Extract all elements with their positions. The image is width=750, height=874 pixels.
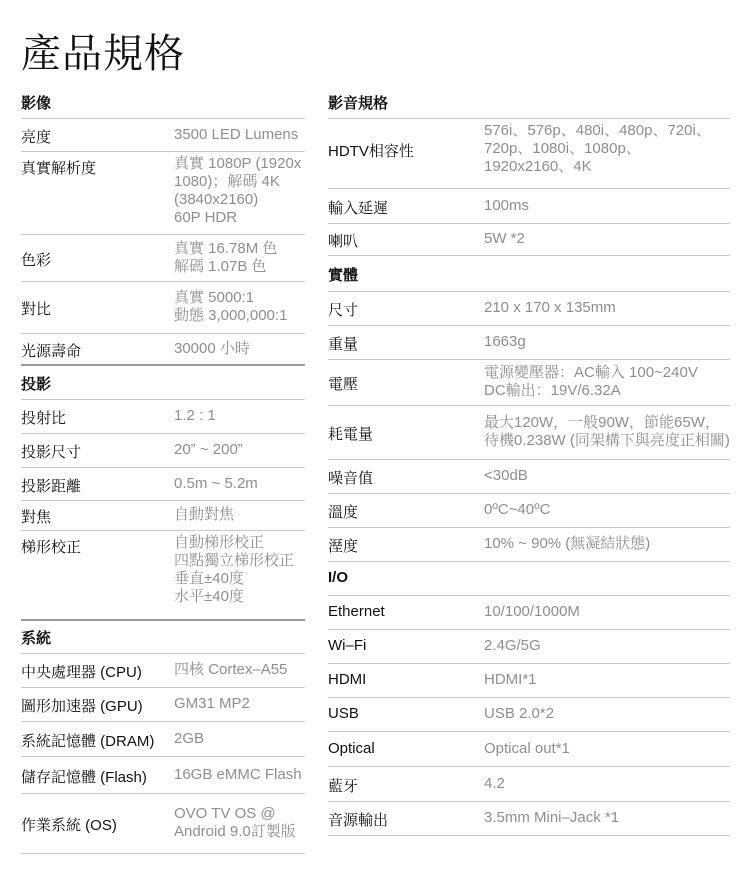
spec-row [21,467,305,501]
spec-label: 音源輸出 [328,812,389,829]
spec-value: 四核 Cortex–A55 [174,661,288,678]
spec-value: 4.2 [484,774,505,792]
spec-row [21,793,305,854]
spec-value: OVO TV OS @ Android 9.0訂製版 [174,805,296,840]
spec-label: HDTV相容性 [328,143,414,160]
spec-row [328,766,730,802]
section-title: 投影 [21,375,52,393]
spec-label: 作業系統 (OS) [21,817,117,834]
spec-value: 20” ~ 200” [174,441,243,458]
spec-row [21,433,305,468]
spec-value: 3.5mm Mini–Jack *1 [484,809,620,826]
spec-value: 3500 LED Lumens [174,125,299,143]
spec-row [21,653,305,688]
spec-value: 5W *2 [484,230,525,247]
spec-value: USB 2.0*2 [484,705,555,722]
spec-value: 真實 1080P (1920x 1080)；解碼 4K (3840x2160) 60P HDR [174,155,302,226]
spec-row [21,756,305,794]
spec-row [21,234,305,282]
spec-label: HDMI [328,671,367,688]
spec-row [21,721,305,757]
spec-label: Ethernet [328,603,385,620]
spec-value: 真實 5000:1 動態 3,000,000:1 [174,289,288,324]
spec-row [328,697,730,732]
spec-row [328,527,730,562]
spec-row [328,459,730,494]
spec-value: 真實 16.78M 色 解碼 1.07B 色 [174,239,278,275]
section-title: 影像 [21,95,52,112]
spec-label: 投影距離 [21,477,82,495]
section-header [21,619,305,654]
section-header [21,364,305,400]
spec-row [21,118,305,152]
spec-label: 輸入延遲 [328,199,389,217]
spec-value: 1.2 : 1 [174,407,216,424]
spec-value: 16GB eMMC Flash [174,765,302,783]
spec-row [21,530,305,621]
spec-value: 30000 小時 [174,339,250,357]
spec-row [328,731,730,767]
spec-label: 系統記憶體 (DRAM) [21,732,155,750]
spec-label: 對焦 [21,509,52,526]
spec-value: 576i、576p、480i、480p、720i、 720p、1080i、1080p、 1920x2160、4K [484,122,711,175]
spec-row [328,359,730,406]
spec-label: 溫度 [328,504,359,521]
spec-value: Optical out*1 [484,739,570,757]
spec-row [328,801,730,836]
spec-row [328,663,730,698]
section-title: 實體 [328,267,359,284]
section-header [328,84,730,119]
spec-value: <30dB [484,467,528,484]
spec-row [328,188,730,224]
spec-label: 對比 [21,301,52,318]
spec-label: 梯形校正 [21,539,82,556]
spec-value: 自動梯形校正 四點獨立梯形校正 垂直±40度 水平±40度 [174,534,295,605]
spec-label: 圖形加速器 (GPU) [21,698,143,715]
spec-label: 重量 [328,336,359,353]
spec-row [21,687,305,722]
spec-label: 噪音值 [328,470,374,487]
spec-value: 2.4G/5G [484,637,541,654]
spec-row [328,629,730,664]
spec-value: HDMI*1 [484,671,537,688]
spec-value: 1663g [484,333,526,350]
spec-row [328,493,730,528]
spec-value: 最大120W，一般90W，節能65W， 待機0.238W (同架構下與亮度正相關) [484,414,730,449]
spec-value: 電源變壓器：AC輸入 100~240V DC輸出：19V/6.32A [484,364,698,399]
spec-label: 投射比 [21,410,67,427]
spec-row [21,333,305,366]
spec-label: 溼度 [328,538,359,555]
spec-value: 100ms [484,196,530,214]
spec-label: 尺寸 [328,302,359,319]
spec-row [328,405,730,460]
spec-label: 中央處理器 (CPU) [21,664,142,681]
section-title: 影音規格 [328,95,389,112]
spec-label: 耗電量 [328,426,374,443]
spec-row [328,325,730,360]
section-header [328,561,730,596]
spec-label: USB [328,705,359,722]
page-title: 產品規格 [21,32,185,76]
spec-row [21,500,305,531]
spec-row [21,281,305,334]
spec-label: 亮度 [21,128,52,146]
spec-label: Wi–Fi [328,637,367,654]
section-header [21,84,305,119]
spec-row [328,595,730,630]
spec-row [328,291,730,326]
spec-label: 藍牙 [328,777,359,795]
spec-label: 光源壽命 [21,342,82,360]
spec-row [21,399,305,434]
spec-value: GM31 MP2 [174,695,250,712]
spec-label: 喇叭 [328,233,359,250]
spec-label: 投影尺寸 [21,444,82,461]
spec-value: 10/100/1000M [484,603,580,620]
spec-row [328,223,730,256]
spec-value: 2GB [174,729,205,747]
spec-label: Optical [328,739,375,757]
spec-value: 10% ~ 90% (無凝結狀態) [484,535,651,552]
spec-label: 真實解析度 [21,160,97,177]
spec-row [21,151,305,235]
section-title: 系統 [21,630,52,647]
spec-row [328,118,730,189]
section-header [328,255,730,292]
spec-label: 儲存記憶體 (Flash) [21,768,147,786]
spec-value: 0ºC~40ºC [484,501,551,518]
spec-label: 電壓 [328,376,359,393]
spec-value: 自動對焦 [174,506,235,523]
spec-value: 210 x 170 x 135mm [484,299,616,316]
spec-value: 0.5m ~ 5.2m [174,474,258,492]
section-title: I/O [328,569,349,586]
spec-label: 色彩 [21,251,52,269]
